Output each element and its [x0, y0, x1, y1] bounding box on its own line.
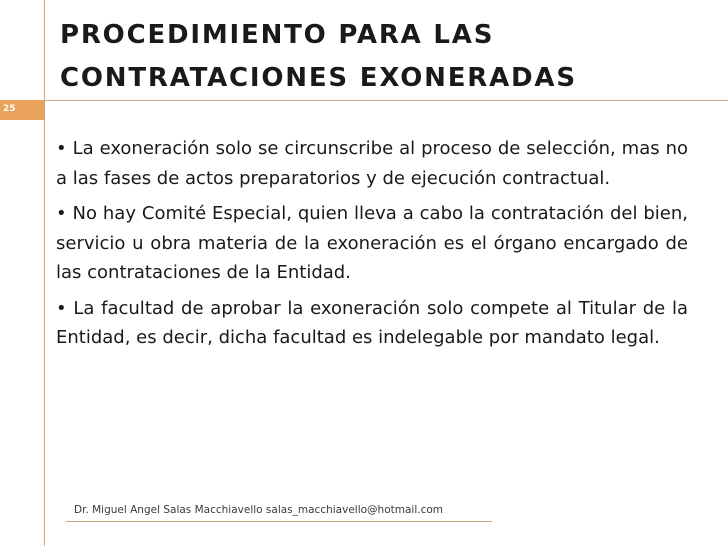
footer-underline [66, 521, 492, 522]
footer-author-email: Dr. Miguel Angel Salas Macchiavello salas_macchiavello@hotmail.com [74, 504, 443, 516]
slide-title-line-2: CONTRATACIONES EXONERADAS [60, 63, 577, 93]
slide-title-line-1: PROCEDIMIENTO PARA LAS [60, 20, 495, 50]
title-divider-line [0, 100, 728, 101]
bullet-item-3: • La facultad de aprobar la exoneración solo compete al Titular de la Entidad, es decir, dicha facultad es indelegable por mandato legal. [56, 297, 688, 348]
slide-number: 25 [3, 104, 16, 114]
slide-title [60, 14, 700, 100]
vertical-divider-line [44, 0, 45, 546]
slide-content [56, 134, 688, 359]
bullet-item-1: • La exoneración solo se circunscribe al proceso de selección, mas no a las fases de actos preparatorios y de ejecución contractual. [56, 138, 688, 189]
bullet-item-2: • No hay Comité Especial, quien lleva a cabo la contratación del bien, servicio u obra materia de la exoneración es el órgano encargado de las contrataciones de la Entidad. [56, 203, 688, 283]
